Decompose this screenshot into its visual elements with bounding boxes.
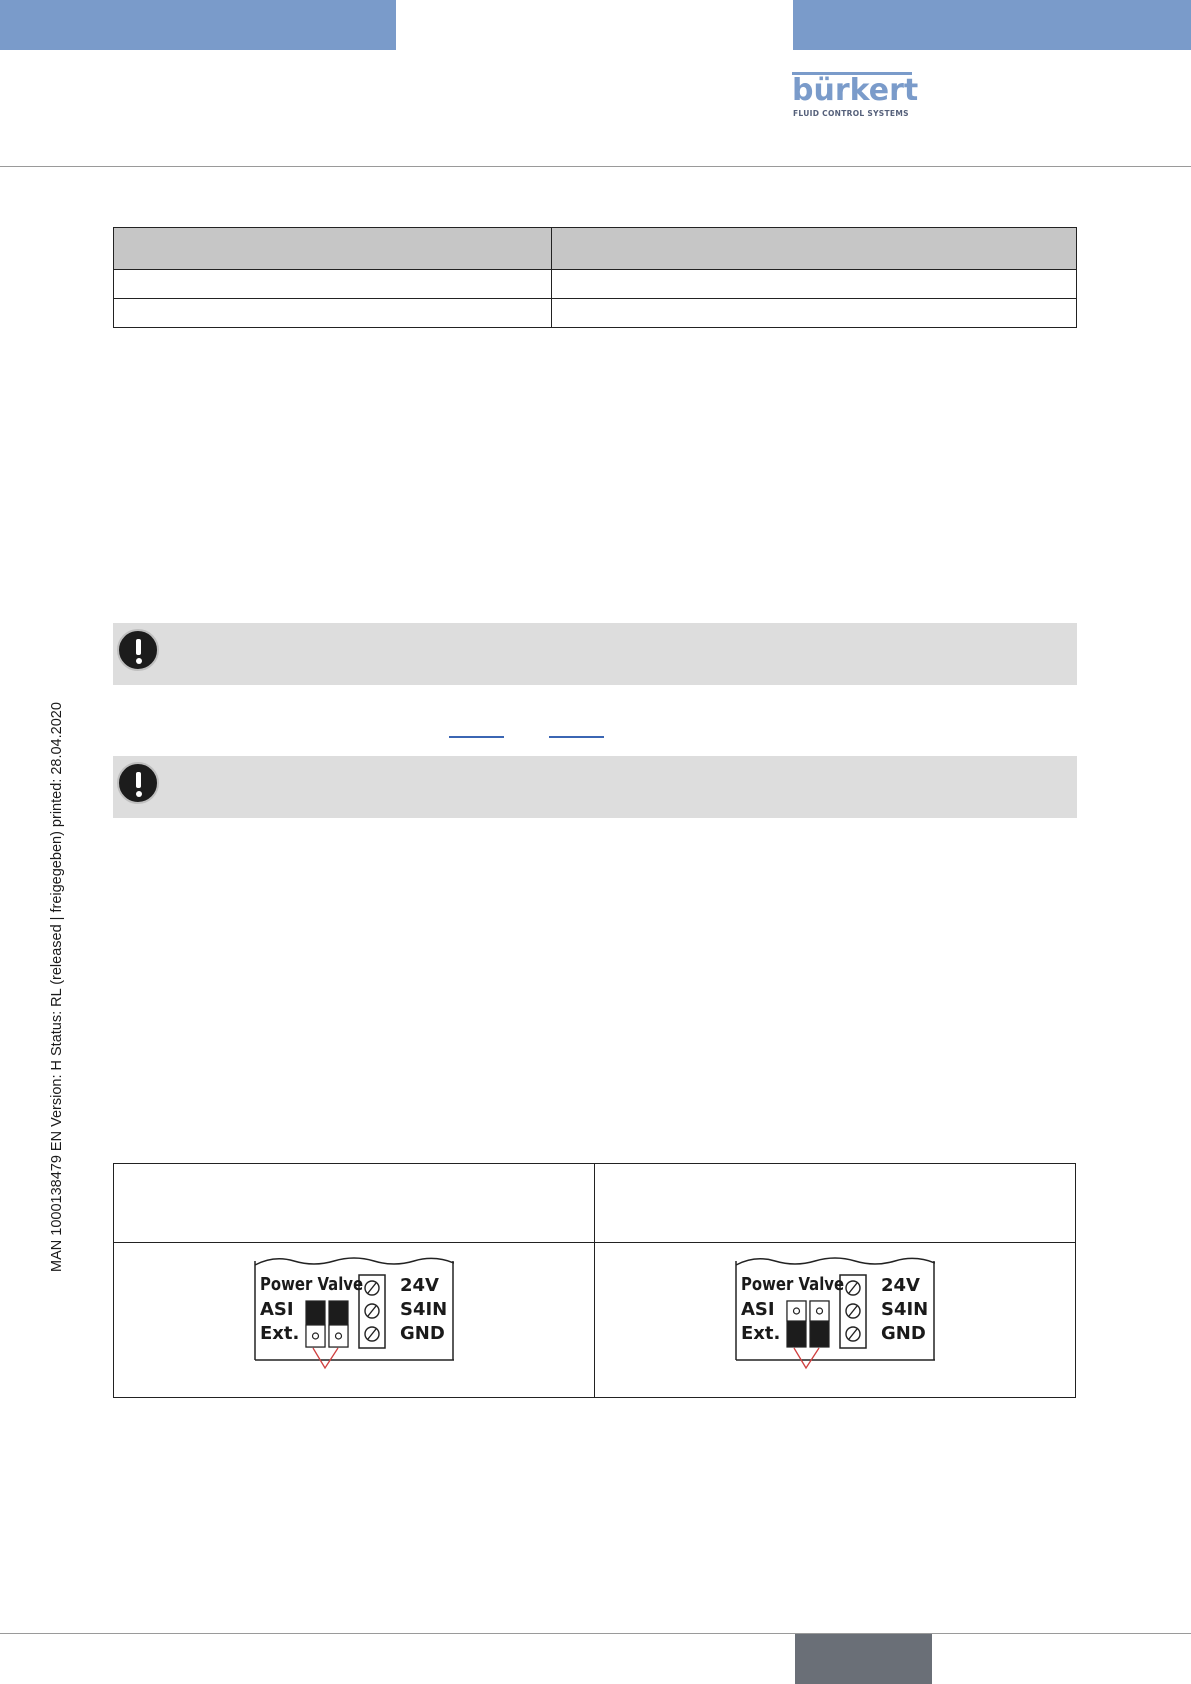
exclamation-icon — [117, 629, 159, 671]
terminal-label: S4IN — [400, 1299, 448, 1320]
jumper-table-header-row — [114, 1164, 1076, 1243]
jumper-label: Power Valve — [741, 1275, 845, 1295]
jumper-setting-table — [113, 1163, 1076, 1398]
table-cell — [114, 270, 552, 299]
terminal-label: GND — [881, 1323, 926, 1344]
table-row — [114, 299, 1077, 328]
jumper-table-header-cell — [595, 1164, 1076, 1243]
terminal-label: 24V — [400, 1275, 439, 1296]
burkert-logo — [792, 72, 922, 122]
table-row — [114, 270, 1077, 299]
logo-tagline: FLUID CONTROL SYSTEMS — [793, 109, 909, 118]
footer-divider — [0, 1633, 1191, 1634]
spec-table-header-row — [114, 228, 1077, 270]
jumper-diagram-asi — [254, 1251, 454, 1371]
document-status-margin-text: MAN 1000138479 EN Version: H Status: RL (released | freigegeben) printed: 28.04.2020 — [49, 702, 65, 1272]
jumper-label: Ext. — [741, 1323, 781, 1344]
header-bar-right — [793, 0, 1191, 50]
jumper-diagram-external — [735, 1251, 935, 1371]
terminal-label: S4IN — [881, 1299, 929, 1320]
jumper-table-diagram-row — [114, 1243, 1076, 1398]
cross-reference-link[interactable] — [549, 736, 604, 738]
exclamation-icon — [117, 762, 159, 804]
jumper-label: Power Valve — [260, 1275, 364, 1295]
cross-reference-link[interactable] — [449, 736, 504, 738]
jumper-diagram-cell — [114, 1243, 595, 1398]
note-box — [113, 756, 1077, 818]
table-cell — [114, 299, 552, 328]
spec-table-header-cell — [114, 228, 552, 270]
logo-wordmark: bürkert — [792, 73, 919, 108]
terminal-label: 24V — [881, 1275, 920, 1296]
header-divider — [0, 166, 1191, 167]
jumper-table-header-cell — [114, 1164, 595, 1243]
page-number-tab — [795, 1634, 932, 1684]
header-bar-left — [0, 0, 396, 50]
jumper-diagram-cell — [595, 1243, 1076, 1398]
jumper-label: ASI — [741, 1299, 775, 1320]
table-cell — [552, 270, 1077, 299]
jumper-label: Ext. — [260, 1323, 300, 1344]
note-box — [113, 623, 1077, 685]
table-cell — [552, 299, 1077, 328]
terminal-label: GND — [400, 1323, 445, 1344]
spec-table — [113, 227, 1077, 328]
jumper-label: ASI — [260, 1299, 294, 1320]
spec-table-header-cell — [552, 228, 1077, 270]
